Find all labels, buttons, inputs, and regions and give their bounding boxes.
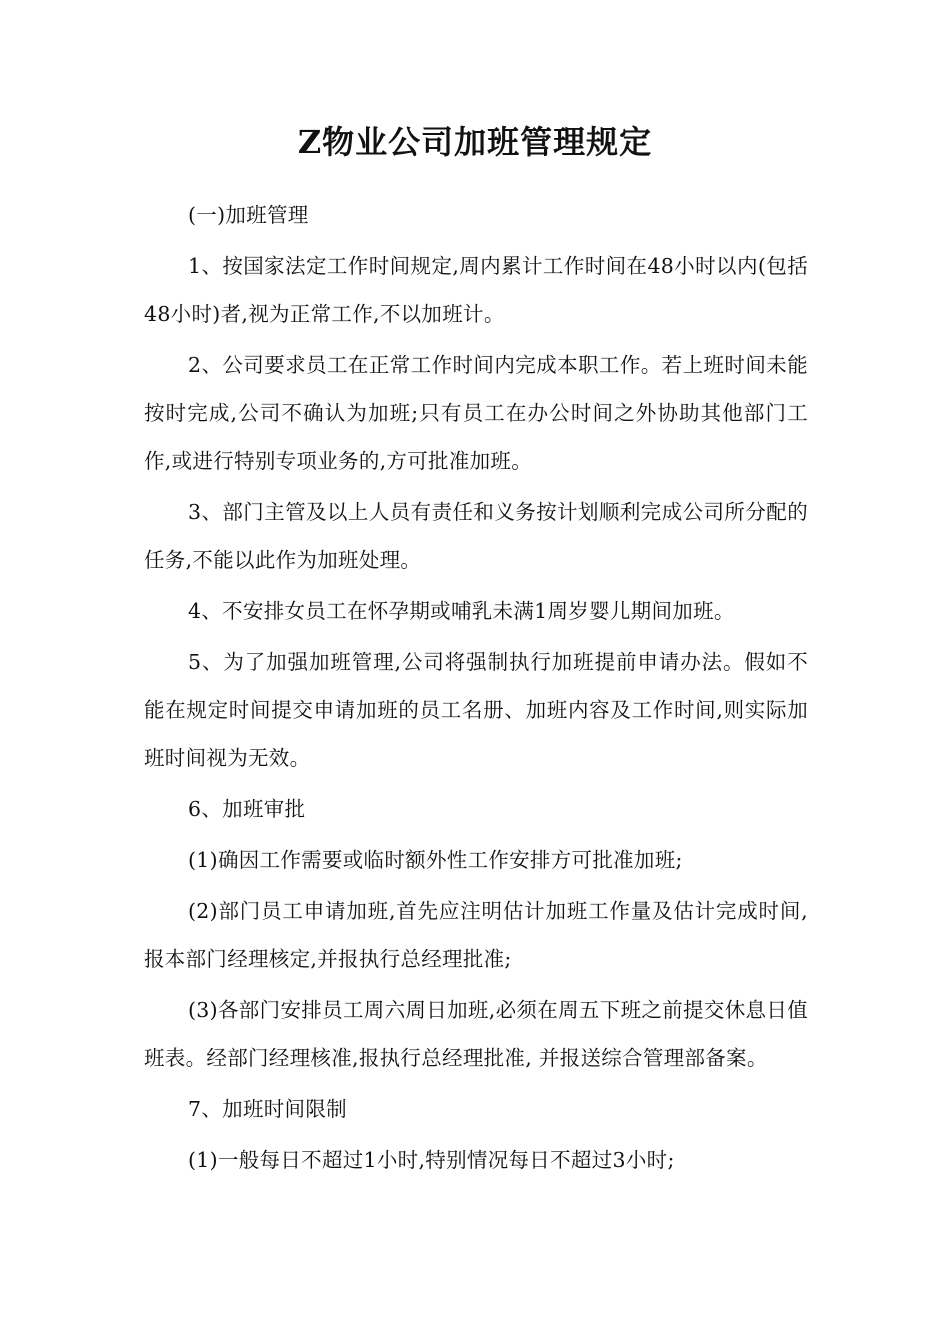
paragraph-item-6-1: (1)确因工作需要或临时额外性工作安排方可批准加班;: [188, 848, 683, 872]
section-heading-overtime-management: (一)加班管理: [188, 203, 309, 227]
paragraph-item-6-heading: 6、加班审批: [188, 797, 306, 821]
paragraph-item-2: 2、公司要求员工在正常工作时间内完成本职工作。若上班时间未能按时完成,公司不确认为加班;只有员工在办公时间之外协助其他部门工作,或进行特别专项业务的,方可批准加班。: [144, 353, 808, 473]
paragraph-item-1: 1、按国家法定工作时间规定,周内累计工作时间在48小时以内(包括48小时)者,视为正常工作,不以加班计。: [144, 254, 808, 326]
paragraph-item-5: 5、为了加强加班管理,公司将强制执行加班提前申请办法。假如不能在规定时间提交申请加班的员工名册、加班内容及工作时间,则实际加班时间视为无效。: [144, 650, 808, 770]
paragraph-item-6-2: (2)部门员工申请加班,首先应注明估计加班工作量及估计完成时间,报本部门经理核定,并报执行总经理批准;: [144, 899, 808, 971]
paragraph-item-7-1: (1)一般每日不超过1小时,特别情况每日不超过3小时;: [188, 1148, 675, 1172]
paragraph-item-6-3: (3)各部门安排员工周六周日加班,必须在周五下班之前提交休息日值班表。经部门经理核准,报执行总经理批准, 并报送综合管理部备案。: [144, 998, 808, 1070]
document-title: Z物业公司加班管理规定: [297, 123, 653, 161]
paragraph-item-7-heading: 7、加班时间限制: [188, 1097, 347, 1121]
document-body: [144, 191, 808, 1187]
paragraph-item-4: 4、不安排女员工在怀孕期或哺乳未满1周岁婴儿期间加班。: [188, 599, 735, 623]
paragraph-item-3: 3、部门主管及以上人员有责任和义务按计划顺利完成公司所分配的任务,不能以此作为加班处理。: [144, 500, 808, 572]
